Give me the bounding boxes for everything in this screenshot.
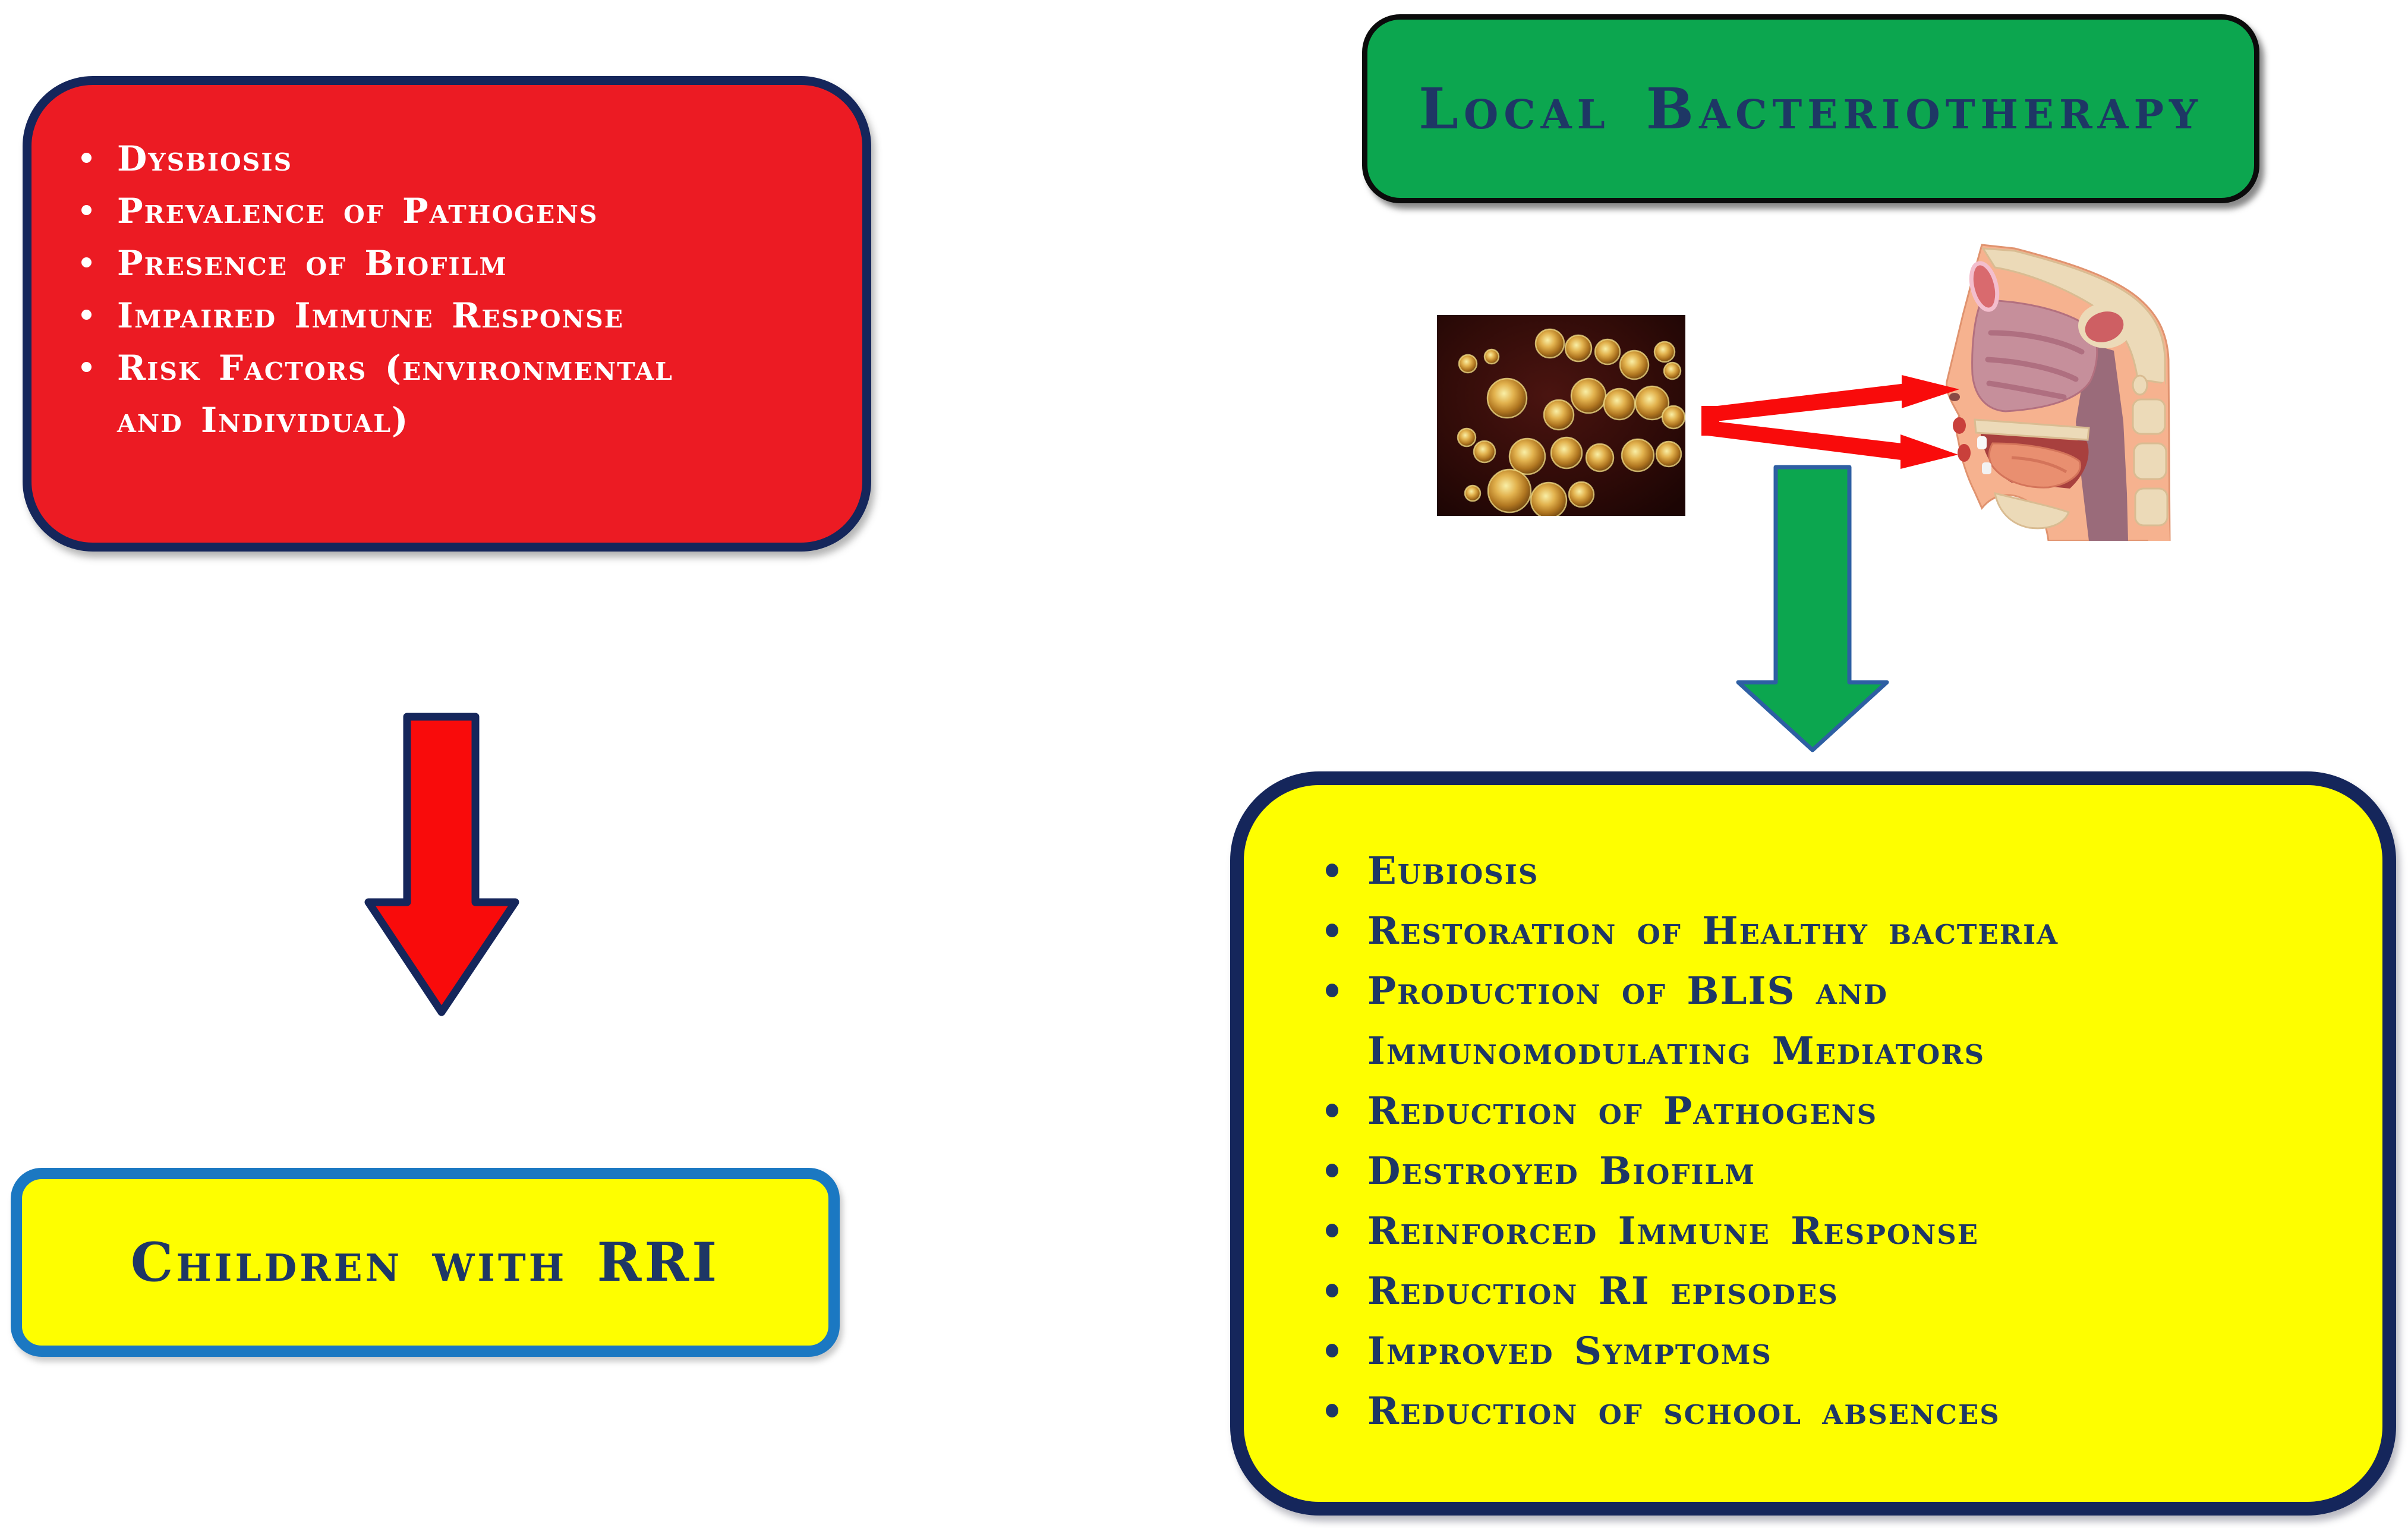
children-with-rri-title: Children with RRI [130,1231,720,1294]
bacteriotherapy-benefits-box [1230,771,2396,1516]
tooth-lower [1982,462,1991,474]
list-item: Dysbiosis [74,133,705,185]
tooth-upper [1977,436,1987,449]
local-bacteriotherapy-title: Local Bacteriotherapy [1419,75,2203,142]
list-item: Reduction of Pathogens [1320,1081,2229,1141]
list-item: Reduction RI episodes [1320,1261,2229,1321]
upper-arrow-head [1902,375,1959,408]
list-item: Reduction of school absences [1320,1381,2229,1441]
list-item: Risk Factors (environmental and Individual) [74,342,705,446]
risk-factors-box [23,76,871,552]
lower-arrow-shaft [1705,420,1907,461]
list-item: Prevalence of Pathogens [74,185,705,237]
local-bacteriotherapy-box [1362,14,2259,203]
upper-arrow-shaft [1705,383,1907,423]
list-item: Presence of Biofilm [74,237,705,289]
lower-arrow-head [1900,434,1958,469]
list-item: Eubiosis [1320,841,2229,901]
bacteria-to-head-arrows [1697,366,1964,478]
green-down-arrow [1732,464,1893,756]
red-down-arrow [360,712,532,1018]
list-item: Destroyed Biofilm [1320,1141,2229,1201]
risk-factors-list [74,133,705,446]
children-with-rri-box [11,1168,840,1357]
bacteria-image [1437,315,1685,516]
list-item: Impaired Immune Response [74,289,705,342]
list-item: Production of BLIS and Immunomodulating Mediators [1320,961,2229,1081]
bacteriotherapy-benefits-list [1320,841,2229,1441]
list-item: Improved Symptoms [1320,1321,2229,1381]
list-item: Reinforced Immune Response [1320,1201,2229,1261]
list-item: Restoration of Healthy bacteria [1320,901,2229,961]
